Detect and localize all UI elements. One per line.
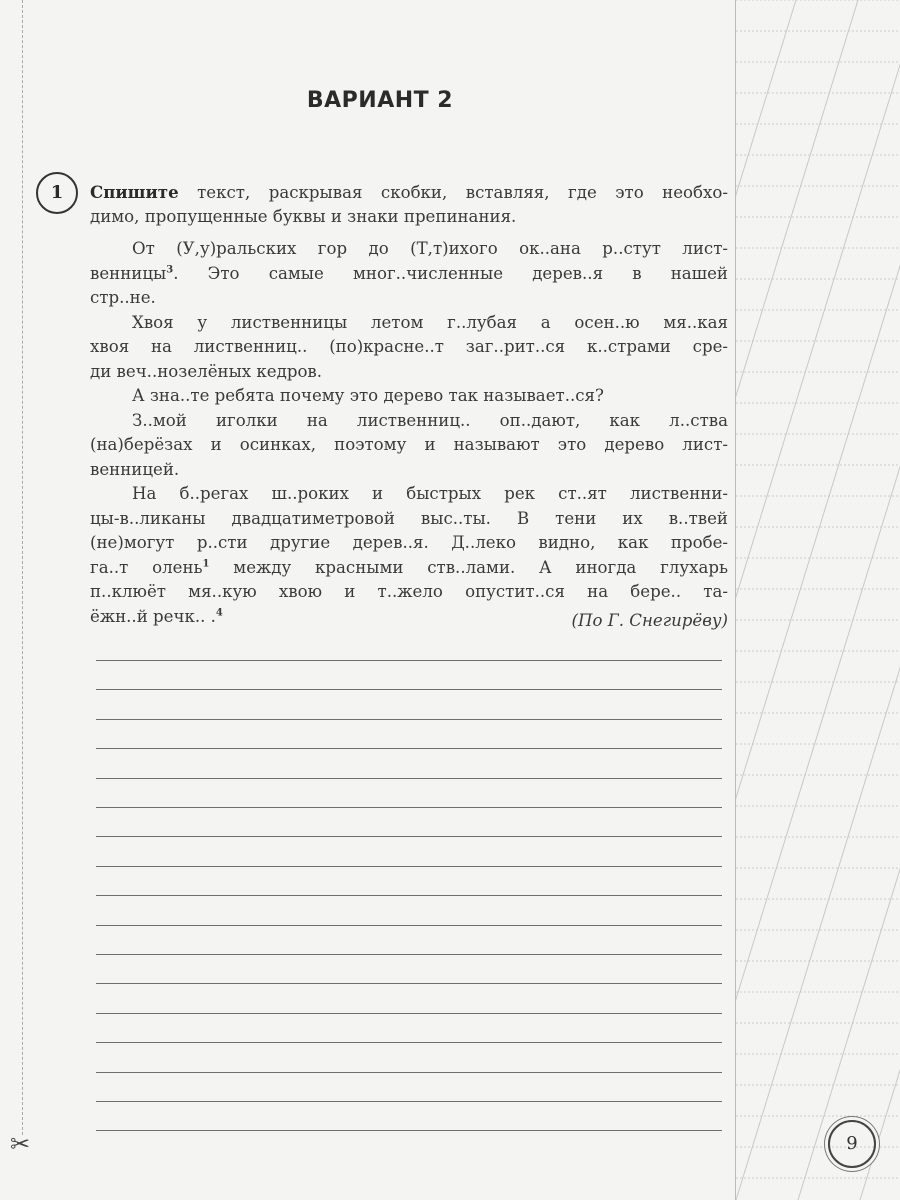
writing-line[interactable] [96, 660, 722, 661]
text-line: Хвоя у лиственницы летом г..лубая а осен..ю мя..кая [132, 312, 728, 332]
slant-line [736, 0, 796, 1200]
slant-line [736, 0, 900, 1200]
footnote-mark: 4 [215, 606, 223, 618]
text-line: На б..регах ш..роких и быстрых рек ст..ят лиственни- [132, 484, 728, 503]
writing-line[interactable] [96, 836, 722, 837]
writing-line[interactable] [96, 1101, 722, 1102]
writing-line[interactable] [96, 807, 722, 808]
text-line: От (У,у)ральских гор до (Т,т)ихого ок..ана р..стут лист- [132, 239, 728, 258]
writing-line[interactable] [96, 1013, 722, 1014]
footnote-mark: 3 [166, 263, 174, 275]
text-line: ёжн..й речк.. .$^4$ [90, 606, 223, 626]
text-line: ди веч..нозелёных кедров. [90, 361, 323, 381]
writing-line[interactable] [96, 1072, 722, 1073]
text-line: А зна..те ребята почему это дерево так называет..ся? [132, 386, 604, 405]
margin-slant-lines [736, 0, 900, 1200]
cut-line [22, 0, 23, 1135]
writing-line[interactable] [96, 895, 722, 896]
text-line: З..мой иголки на лиственниц.. оп..дают, как л..ства [132, 410, 728, 430]
text-line: цы-в..ликаны двадцатиметровой выс..ты. В тени их в..твей [90, 508, 728, 528]
text-line: венницы$^3$. Это самые мног..численные дерев..я в нашей [90, 263, 728, 283]
scissors-icon: ✂ [10, 1130, 31, 1158]
text-line: стр..не. [90, 288, 156, 307]
writing-line[interactable] [96, 866, 722, 867]
page-title: ВАРИАНТ 2 [306, 88, 454, 113]
writing-line[interactable] [96, 925, 722, 926]
slant-line [736, 0, 900, 1200]
writing-line[interactable] [96, 778, 722, 779]
instruction-bold: Спишите [90, 182, 179, 202]
slant-line [798, 0, 900, 1200]
slant-line [736, 0, 900, 1200]
writing-line[interactable] [96, 1042, 722, 1043]
text-line: хвоя на лиственниц.. (по)красне..т заг..рит..ся к..страми сре- [90, 337, 728, 356]
writing-line[interactable] [96, 719, 722, 720]
task-instruction: Спишите текст, раскрывая скобки, вставляя, где это необхо- димо, пропущенные буквы и знаки препинания. [90, 182, 728, 226]
task-number: 1 [36, 172, 78, 214]
attribution-wrap [90, 606, 728, 634]
writing-line[interactable] [96, 748, 722, 749]
text-line: венницей. [90, 459, 180, 479]
text-line: (не)могут р..сти другие дерев..я. Д..леко видно, как пробе- [90, 533, 728, 552]
attribution: (По Г. Снегирёву) [571, 611, 728, 630]
text-line: п..клюёт мя..кую хвою и т..жело опустит..ся на бере.. та- [90, 582, 728, 601]
footnote-mark: 1 [202, 557, 210, 569]
writing-line[interactable] [96, 689, 722, 690]
text-line: (на)берёзах и осинках, поэтому и называют это дерево лист- [90, 435, 728, 454]
writing-line[interactable] [96, 954, 722, 955]
slant-line [860, 0, 900, 1200]
task-text [90, 237, 728, 629]
writing-line[interactable] [96, 1130, 722, 1131]
writing-line[interactable] [96, 983, 722, 984]
page-number: 9 [828, 1120, 876, 1168]
text-line: га..т олень$^1$ между красными ств..лами. А иногда глухарь [90, 557, 728, 577]
slant-line [736, 0, 900, 1200]
